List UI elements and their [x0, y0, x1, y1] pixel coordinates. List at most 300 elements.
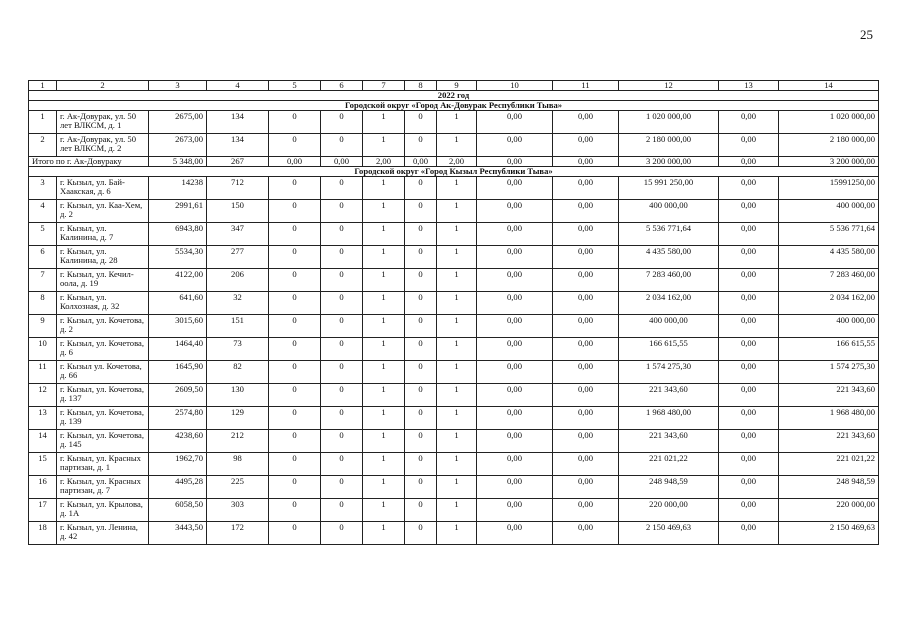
- column-number-cell: 13: [719, 81, 779, 91]
- row-number: 12: [29, 384, 57, 407]
- value-cell: 0,00: [719, 177, 779, 200]
- value-cell: 0,00: [477, 200, 553, 223]
- value-cell: 0,00: [477, 407, 553, 430]
- value-cell: 73: [207, 338, 269, 361]
- column-number-cell: 12: [619, 81, 719, 91]
- value-cell: 1: [363, 476, 405, 499]
- address-cell: г. Кызыл, ул. Кочетова, д. 139: [57, 407, 149, 430]
- value-cell: 0,00: [553, 522, 619, 545]
- value-cell: 7 283 460,00: [779, 269, 879, 292]
- value-cell: 221 021,22: [619, 453, 719, 476]
- table-row: [29, 177, 879, 200]
- district-title: Городской округ «Город Кызыл Республики Тыва»: [29, 167, 879, 177]
- year-row: [29, 91, 879, 101]
- value-cell: 1: [363, 384, 405, 407]
- value-cell: 221 343,60: [619, 430, 719, 453]
- value-cell: 0: [269, 269, 321, 292]
- table-row: [29, 476, 879, 499]
- value-cell: 0,00: [477, 361, 553, 384]
- district-title: Городской округ «Город Ак-Довурак Республики Тыва»: [29, 101, 879, 111]
- value-cell: 0: [321, 111, 363, 134]
- value-cell: 0,00: [719, 453, 779, 476]
- table-row: [29, 338, 879, 361]
- value-cell: 2 034 162,00: [779, 292, 879, 315]
- value-cell: 0: [321, 177, 363, 200]
- value-cell: 1: [437, 384, 477, 407]
- value-cell: 0: [269, 338, 321, 361]
- value-cell: 0,00: [719, 338, 779, 361]
- value-cell: 0,00: [719, 522, 779, 545]
- value-cell: 712: [207, 177, 269, 200]
- value-cell: 1: [363, 200, 405, 223]
- row-number: 18: [29, 522, 57, 545]
- address-cell: г. Кызыл, ул. Кочетова, д. 2: [57, 315, 149, 338]
- value-cell: 14238: [149, 177, 207, 200]
- value-cell: 0,00: [553, 476, 619, 499]
- value-cell: 0,00: [719, 499, 779, 522]
- value-cell: 5 536 771,64: [779, 223, 879, 246]
- value-cell: 0,00: [553, 338, 619, 361]
- value-cell: 1: [363, 453, 405, 476]
- value-cell: 1464,40: [149, 338, 207, 361]
- table-row: [29, 134, 879, 157]
- value-cell: 1: [363, 177, 405, 200]
- value-cell: 248 948,59: [619, 476, 719, 499]
- value-cell: 0,00: [477, 246, 553, 269]
- value-cell: 0,00: [477, 453, 553, 476]
- value-cell: 1: [437, 361, 477, 384]
- value-cell: 2609,50: [149, 384, 207, 407]
- value-cell: 15991250,00: [779, 177, 879, 200]
- address-cell: г. Кызыл, ул. Колхозная, д. 32: [57, 292, 149, 315]
- address-cell: г. Ак-Довурак, ул. 50 лет ВЛКСМ, д. 2: [57, 134, 149, 157]
- value-cell: 0: [321, 200, 363, 223]
- value-cell: 0,00: [719, 200, 779, 223]
- value-cell: 1: [437, 499, 477, 522]
- table-row: [29, 315, 879, 338]
- table-row: [29, 223, 879, 246]
- total-value-cell: 0,00: [321, 157, 363, 167]
- value-cell: 225: [207, 476, 269, 499]
- address-cell: г. Кызыл, ул. Кочетова, д. 137: [57, 384, 149, 407]
- value-cell: 1 574 275,30: [779, 361, 879, 384]
- value-cell: 400 000,00: [779, 200, 879, 223]
- value-cell: 0: [405, 315, 437, 338]
- value-cell: 0,00: [553, 134, 619, 157]
- address-cell: г. Кызыл, ул. Ленина, д. 42: [57, 522, 149, 545]
- total-label: Итого по г. Ак-Довураку: [29, 157, 149, 167]
- value-cell: 0: [269, 246, 321, 269]
- value-cell: 0: [269, 315, 321, 338]
- value-cell: 4 435 580,00: [779, 246, 879, 269]
- value-cell: 134: [207, 111, 269, 134]
- district-title-row: [29, 101, 879, 111]
- total-value-cell: 0,00: [719, 157, 779, 167]
- value-cell: 2 150 469,63: [619, 522, 719, 545]
- value-cell: 0,00: [719, 384, 779, 407]
- value-cell: 151: [207, 315, 269, 338]
- row-number: 4: [29, 200, 57, 223]
- value-cell: 0,00: [719, 111, 779, 134]
- value-cell: 2991,61: [149, 200, 207, 223]
- value-cell: 641,60: [149, 292, 207, 315]
- value-cell: 1645,90: [149, 361, 207, 384]
- total-value-cell: 0,00: [477, 157, 553, 167]
- value-cell: 0: [405, 200, 437, 223]
- value-cell: 0,00: [553, 315, 619, 338]
- value-cell: 1: [437, 246, 477, 269]
- year-label: 2022 год: [29, 91, 879, 101]
- column-number-cell: 2: [57, 81, 149, 91]
- address-cell: г. Кызыл, ул. Кочетова, д. 145: [57, 430, 149, 453]
- total-value-cell: 3 200 000,00: [619, 157, 719, 167]
- row-number: 3: [29, 177, 57, 200]
- value-cell: 3015,60: [149, 315, 207, 338]
- row-number: 1: [29, 111, 57, 134]
- total-value-cell: 0,00: [269, 157, 321, 167]
- value-cell: 6058,50: [149, 499, 207, 522]
- value-cell: 0,00: [553, 177, 619, 200]
- value-cell: 0: [405, 499, 437, 522]
- table-row: [29, 269, 879, 292]
- value-cell: 347: [207, 223, 269, 246]
- value-cell: 0,00: [477, 134, 553, 157]
- value-cell: 4238,60: [149, 430, 207, 453]
- value-cell: 206: [207, 269, 269, 292]
- table-row: [29, 407, 879, 430]
- value-cell: 1 968 480,00: [779, 407, 879, 430]
- value-cell: 0: [321, 453, 363, 476]
- value-cell: 0: [321, 223, 363, 246]
- value-cell: 0: [269, 177, 321, 200]
- value-cell: 0: [405, 384, 437, 407]
- value-cell: 1: [437, 200, 477, 223]
- value-cell: 0,00: [553, 223, 619, 246]
- address-cell: г. Кызыл, ул. Калинина, д. 7: [57, 223, 149, 246]
- column-number-cell: 7: [363, 81, 405, 91]
- value-cell: 0: [321, 292, 363, 315]
- value-cell: 277: [207, 246, 269, 269]
- value-cell: 0,00: [477, 269, 553, 292]
- value-cell: 400 000,00: [779, 315, 879, 338]
- value-cell: 0,00: [477, 177, 553, 200]
- value-cell: 0: [269, 384, 321, 407]
- table-row: [29, 522, 879, 545]
- value-cell: 0,00: [477, 111, 553, 134]
- value-cell: 1: [437, 134, 477, 157]
- value-cell: 0: [405, 430, 437, 453]
- value-cell: 0: [321, 338, 363, 361]
- total-value-cell: 0,00: [553, 157, 619, 167]
- total-value-cell: 5 348,00: [149, 157, 207, 167]
- value-cell: 0,00: [477, 338, 553, 361]
- value-cell: 1: [363, 315, 405, 338]
- value-cell: 0: [269, 430, 321, 453]
- value-cell: 0,00: [477, 522, 553, 545]
- value-cell: 3443,50: [149, 522, 207, 545]
- total-value-cell: 3 200 000,00: [779, 157, 879, 167]
- housing-program-table: [28, 80, 879, 545]
- value-cell: 221 021,22: [779, 453, 879, 476]
- value-cell: 0,00: [719, 292, 779, 315]
- value-cell: 0: [405, 453, 437, 476]
- value-cell: 0: [321, 430, 363, 453]
- value-cell: 1: [363, 134, 405, 157]
- value-cell: 0: [321, 384, 363, 407]
- value-cell: 5534,30: [149, 246, 207, 269]
- table-row: [29, 384, 879, 407]
- value-cell: 166 615,55: [619, 338, 719, 361]
- value-cell: 1: [437, 338, 477, 361]
- value-cell: 1 020 000,00: [779, 111, 879, 134]
- table-row: [29, 430, 879, 453]
- value-cell: 0,00: [477, 315, 553, 338]
- value-cell: 0: [269, 476, 321, 499]
- value-cell: 0: [321, 269, 363, 292]
- value-cell: 0: [405, 292, 437, 315]
- row-number: 15: [29, 453, 57, 476]
- column-number-cell: 10: [477, 81, 553, 91]
- value-cell: 4495,28: [149, 476, 207, 499]
- value-cell: 0,00: [477, 384, 553, 407]
- value-cell: 1: [437, 315, 477, 338]
- value-cell: 1962,70: [149, 453, 207, 476]
- value-cell: 0: [269, 134, 321, 157]
- value-cell: 0: [405, 338, 437, 361]
- value-cell: 0: [405, 269, 437, 292]
- value-cell: 0: [321, 361, 363, 384]
- value-cell: 0: [405, 134, 437, 157]
- value-cell: 0,00: [553, 269, 619, 292]
- row-number: 8: [29, 292, 57, 315]
- row-number: 14: [29, 430, 57, 453]
- value-cell: 1: [437, 522, 477, 545]
- value-cell: 2 180 000,00: [619, 134, 719, 157]
- value-cell: 1: [437, 177, 477, 200]
- row-number: 6: [29, 246, 57, 269]
- value-cell: 0,00: [719, 223, 779, 246]
- value-cell: 0: [405, 111, 437, 134]
- address-cell: г. Кызыл, ул. Калинина, д. 28: [57, 246, 149, 269]
- address-cell: г. Кызыл, ул. Красных партизан, д. 1: [57, 453, 149, 476]
- value-cell: 0,00: [719, 315, 779, 338]
- value-cell: 4122,00: [149, 269, 207, 292]
- value-cell: 0: [405, 407, 437, 430]
- value-cell: 0: [269, 111, 321, 134]
- value-cell: 221 343,60: [779, 384, 879, 407]
- row-number: 16: [29, 476, 57, 499]
- value-cell: 1 020 000,00: [619, 111, 719, 134]
- value-cell: 130: [207, 384, 269, 407]
- value-cell: 2574,80: [149, 407, 207, 430]
- table-row: [29, 246, 879, 269]
- value-cell: 221 343,60: [779, 430, 879, 453]
- value-cell: 0: [405, 246, 437, 269]
- row-number: 7: [29, 269, 57, 292]
- table-row: [29, 111, 879, 134]
- value-cell: 1: [363, 269, 405, 292]
- value-cell: 1: [437, 111, 477, 134]
- column-number-cell: 9: [437, 81, 477, 91]
- district-title-row: [29, 167, 879, 177]
- value-cell: 0,00: [553, 407, 619, 430]
- table-row: [29, 292, 879, 315]
- address-cell: г. Кызыл, ул. Кечил-оола, д. 19: [57, 269, 149, 292]
- total-value-cell: 267: [207, 157, 269, 167]
- address-cell: г. Кызыл, ул. Красных партизан, д. 7: [57, 476, 149, 499]
- table-row: [29, 361, 879, 384]
- value-cell: 2 034 162,00: [619, 292, 719, 315]
- value-cell: 0,00: [719, 476, 779, 499]
- value-cell: 7 283 460,00: [619, 269, 719, 292]
- row-number: 2: [29, 134, 57, 157]
- value-cell: 1: [363, 407, 405, 430]
- value-cell: 0,00: [719, 246, 779, 269]
- value-cell: 0: [321, 246, 363, 269]
- address-cell: г. Ак-Довурак, ул. 50 лет ВЛКСМ, д. 1: [57, 111, 149, 134]
- row-number: 9: [29, 315, 57, 338]
- value-cell: 6943,80: [149, 223, 207, 246]
- value-cell: 1 968 480,00: [619, 407, 719, 430]
- value-cell: 0,00: [719, 361, 779, 384]
- value-cell: 303: [207, 499, 269, 522]
- value-cell: 0: [321, 315, 363, 338]
- row-number: 11: [29, 361, 57, 384]
- value-cell: 2673,00: [149, 134, 207, 157]
- value-cell: 134: [207, 134, 269, 157]
- value-cell: 2675,00: [149, 111, 207, 134]
- value-cell: 0,00: [719, 430, 779, 453]
- value-cell: 0,00: [477, 292, 553, 315]
- value-cell: 0: [269, 200, 321, 223]
- value-cell: 98: [207, 453, 269, 476]
- column-number-cell: 5: [269, 81, 321, 91]
- row-number: 10: [29, 338, 57, 361]
- value-cell: 0,00: [553, 384, 619, 407]
- column-number-cell: 4: [207, 81, 269, 91]
- value-cell: 0: [405, 361, 437, 384]
- value-cell: 0: [269, 453, 321, 476]
- value-cell: 0,00: [553, 292, 619, 315]
- value-cell: 0: [405, 476, 437, 499]
- value-cell: 0: [269, 292, 321, 315]
- total-row: [29, 157, 879, 167]
- address-cell: г. Кызыл ул. Кочетова, д. 66: [57, 361, 149, 384]
- value-cell: 1: [437, 476, 477, 499]
- value-cell: 1: [363, 361, 405, 384]
- value-cell: 0,00: [719, 407, 779, 430]
- total-value-cell: 0,00: [405, 157, 437, 167]
- value-cell: 2 150 469,63: [779, 522, 879, 545]
- value-cell: 166 615,55: [779, 338, 879, 361]
- value-cell: 400 000,00: [619, 200, 719, 223]
- value-cell: 0,00: [553, 246, 619, 269]
- value-cell: 0,00: [553, 200, 619, 223]
- value-cell: 0: [269, 522, 321, 545]
- value-cell: 1: [437, 430, 477, 453]
- value-cell: 0: [269, 361, 321, 384]
- value-cell: 1 574 275,30: [619, 361, 719, 384]
- value-cell: 0: [321, 476, 363, 499]
- address-cell: г. Кызыл, ул. Крылова, д. 1А: [57, 499, 149, 522]
- column-number-cell: 1: [29, 81, 57, 91]
- value-cell: 32: [207, 292, 269, 315]
- table-row: [29, 499, 879, 522]
- value-cell: 0,00: [553, 111, 619, 134]
- value-cell: 220 000,00: [779, 499, 879, 522]
- value-cell: 0: [321, 134, 363, 157]
- address-cell: г. Кызыл, ул. Кочетова, д. 6: [57, 338, 149, 361]
- value-cell: 220 000,00: [619, 499, 719, 522]
- column-number-cell: 6: [321, 81, 363, 91]
- row-number: 17: [29, 499, 57, 522]
- value-cell: 0,00: [719, 134, 779, 157]
- value-cell: 1: [437, 269, 477, 292]
- value-cell: 82: [207, 361, 269, 384]
- value-cell: 0: [269, 223, 321, 246]
- value-cell: 1: [363, 338, 405, 361]
- value-cell: 4 435 580,00: [619, 246, 719, 269]
- value-cell: 1: [437, 407, 477, 430]
- value-cell: 0,00: [553, 453, 619, 476]
- value-cell: 2 180 000,00: [779, 134, 879, 157]
- value-cell: 0: [269, 407, 321, 430]
- column-number-cell: 11: [553, 81, 619, 91]
- row-number: 5: [29, 223, 57, 246]
- page-number: 25: [860, 27, 873, 42]
- row-number: 13: [29, 407, 57, 430]
- value-cell: 0: [321, 499, 363, 522]
- value-cell: 1: [363, 246, 405, 269]
- value-cell: 1: [437, 453, 477, 476]
- value-cell: 0,00: [553, 430, 619, 453]
- value-cell: 0,00: [553, 499, 619, 522]
- value-cell: 0,00: [477, 476, 553, 499]
- value-cell: 0,00: [477, 499, 553, 522]
- value-cell: 150: [207, 200, 269, 223]
- address-cell: г. Кызыл, ул. Каа-Хем, д. 2: [57, 200, 149, 223]
- address-cell: г. Кызыл, ул. Бай-Хаакская, д. 6: [57, 177, 149, 200]
- table-row: [29, 200, 879, 223]
- value-cell: 212: [207, 430, 269, 453]
- column-number-cell: 8: [405, 81, 437, 91]
- value-cell: 248 948,59: [779, 476, 879, 499]
- value-cell: 0,00: [719, 269, 779, 292]
- column-number-row: [29, 81, 879, 91]
- value-cell: 1: [363, 522, 405, 545]
- value-cell: 0,00: [553, 361, 619, 384]
- value-cell: 221 343,60: [619, 384, 719, 407]
- value-cell: 0: [269, 499, 321, 522]
- value-cell: 0: [321, 522, 363, 545]
- value-cell: 1: [363, 223, 405, 246]
- value-cell: 1: [437, 223, 477, 246]
- value-cell: 1: [437, 292, 477, 315]
- value-cell: 172: [207, 522, 269, 545]
- total-value-cell: 2,00: [437, 157, 477, 167]
- value-cell: 0: [321, 407, 363, 430]
- value-cell: 15 991 250,00: [619, 177, 719, 200]
- value-cell: 0,00: [477, 223, 553, 246]
- value-cell: 0: [405, 177, 437, 200]
- value-cell: 400 000,00: [619, 315, 719, 338]
- value-cell: 1: [363, 111, 405, 134]
- total-value-cell: 2,00: [363, 157, 405, 167]
- value-cell: 0: [405, 223, 437, 246]
- value-cell: 0,00: [477, 430, 553, 453]
- value-cell: 0: [405, 522, 437, 545]
- table-row: [29, 453, 879, 476]
